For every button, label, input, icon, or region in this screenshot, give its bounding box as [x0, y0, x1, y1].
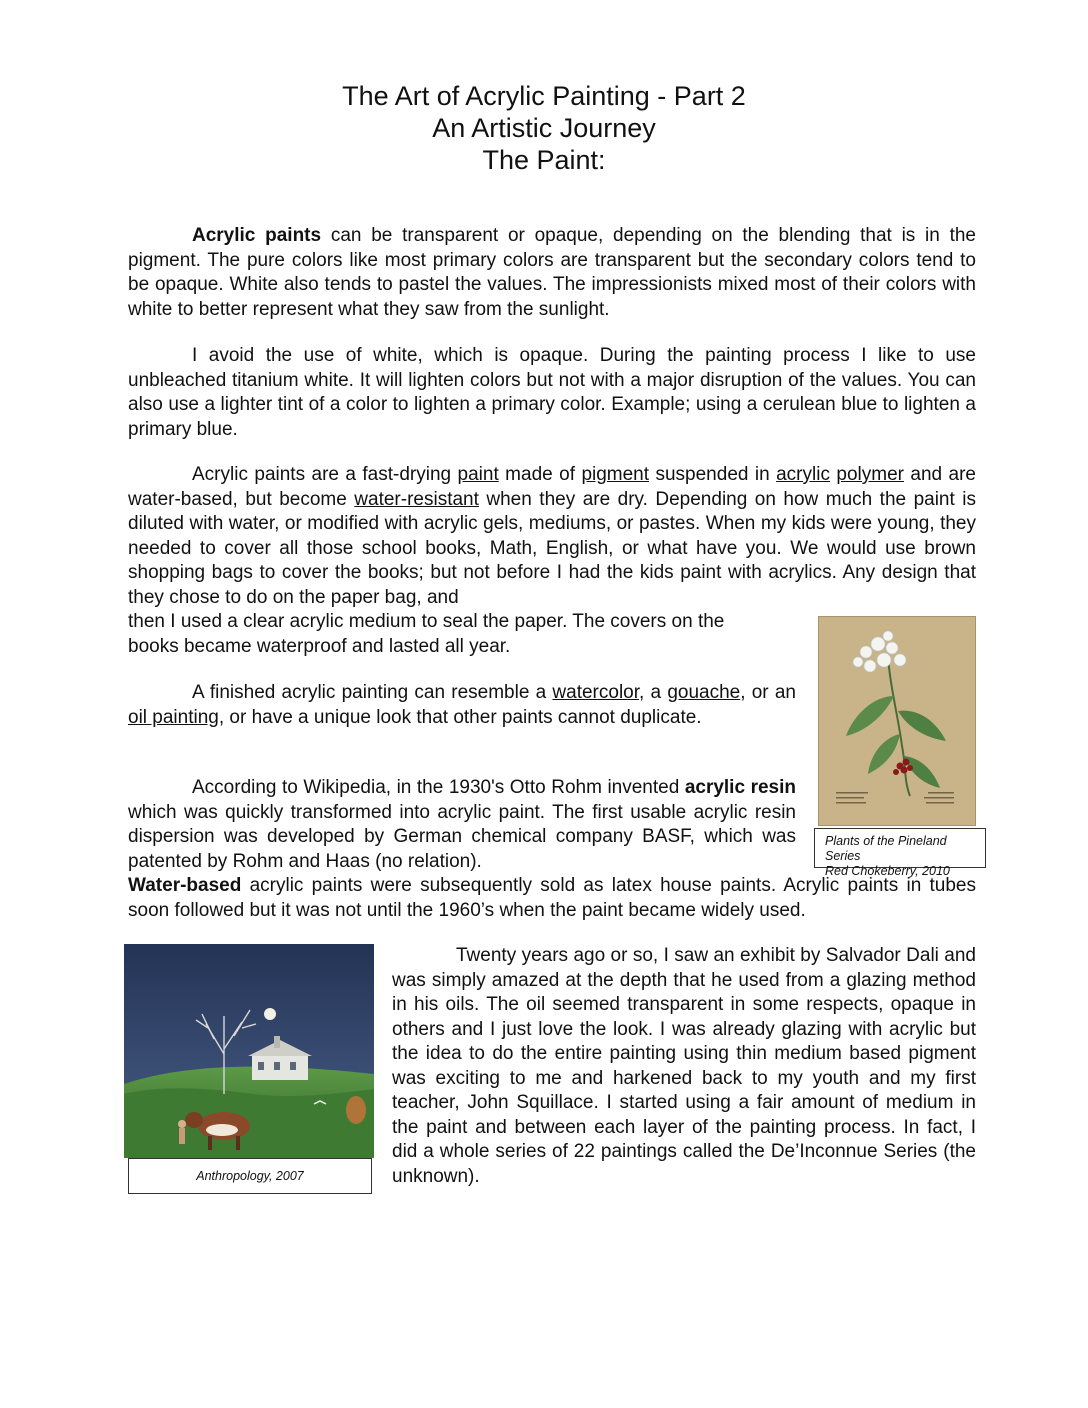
botanical-painting-image — [818, 616, 976, 826]
paragraph-wikipedia: According to Wikipedia, in the 1930's Otto Rohm invented acrylic resin which was quickly transformed into acrylic paint. The first usable acrylic resin dispersion was developed by German chemical company BASF, which was patented by Rohm and Haas (no relation). — [128, 777, 796, 872]
landscape-painting-image — [124, 944, 374, 1158]
paragraph-wikipedia-cont: Water-based acrylic paints were subsequently sold as latex house paints. Acrylic paints in tubes soon followed but it was not until the 1960’s when the paint became widely used. — [128, 875, 976, 921]
link-acrylic[interactable]: acrylic — [776, 464, 830, 485]
link-paint[interactable]: paint — [457, 464, 499, 485]
paragraph-white: I avoid the use of white, which is opaque. During the painting process I like to use unbleached titanium white. It will lighten colors but not with a major disruption of the values. You can also use a lighter tint of a color to lighten a primary color. Example; using a cerulean blue to lighten a primary blue. — [128, 345, 976, 440]
bold-water-based: Water-based — [128, 875, 242, 896]
title-line-3: The Paint: — [482, 145, 606, 175]
link-pigment[interactable]: pigment — [581, 464, 650, 485]
paragraph-finished: A finished acrylic painting can resemble a watercolor, a gouache, or an oil painting, or have a unique look that other paints cannot duplicate. — [128, 682, 796, 728]
paragraph-acrylic-paints: Acrylic paints can be transparent or opaque, depending on the blending that is in the pigment. The pure colors like most primary colors are transparent but the secondary colors tend to be opaque. White also tends to pastel the values. The impressionists mixed most of their colors with white to better represent what they saw from the sunlight. — [128, 225, 976, 320]
botanical-caption: Plants of the Pineland Series Red Chokeberry, 2010 — [814, 828, 986, 868]
title-line-2: An Artistic Journey — [432, 113, 656, 143]
bold-term: Acrylic paints — [192, 225, 322, 246]
paragraph-dali: Twenty years ago or so, I saw an exhibit by Salvador Dali and was simply amazed at the depth that he used from a glazing method in his oils. The oil seemed transparent in some respects, opaque in others and I just love the look. I was already glazing with acrylic but the idea to do the entire painting using thin medium based pigment was exciting to me and harkened back to my youth and my first teacher, John Squillace. I started using a fair amount of medium in the paint and between each layer of the painting process. In fact, I did a whole series of 22 paintings called the De’Inconnue Series (the unknown). — [392, 945, 976, 1187]
link-polymer[interactable]: polymer — [836, 464, 904, 485]
paragraph-fast-drying: Acrylic paints are a fast-drying paint made of pigment suspended in acrylic polymer and are water-based, but become water-resistant when they are dry. Depending on how much the paint is diluted with water, or modified with acrylic gels, mediums, or pastes. When my kids were young, they needed to cover all those school books, Math, English, or what have you. We would use brown shopping bags to cover the books; but not before I had the kids paint with acrylics. Any design that they chose to do on the paper bag, and — [128, 464, 976, 608]
link-gouache[interactable]: gouache — [667, 682, 741, 703]
paragraph-fast-drying-end: then I used a clear acrylic medium to seal the paper. The covers on the books became waterproof and lasted all year. — [128, 611, 725, 657]
link-water-resistant[interactable]: water-resistant — [354, 488, 479, 510]
title-line-1: The Art of Acrylic Painting - Part 2 — [342, 81, 746, 111]
document-title — [0, 80, 1088, 176]
link-watercolor[interactable]: watercolor — [552, 682, 640, 703]
landscape-caption: Anthropology, 2007 — [128, 1158, 372, 1194]
botanical-painting — [818, 616, 976, 826]
landscape-painting — [124, 944, 374, 1158]
link-oil-painting[interactable]: oil painting — [128, 706, 219, 728]
bold-acrylic-resin: acrylic resin — [684, 777, 796, 798]
